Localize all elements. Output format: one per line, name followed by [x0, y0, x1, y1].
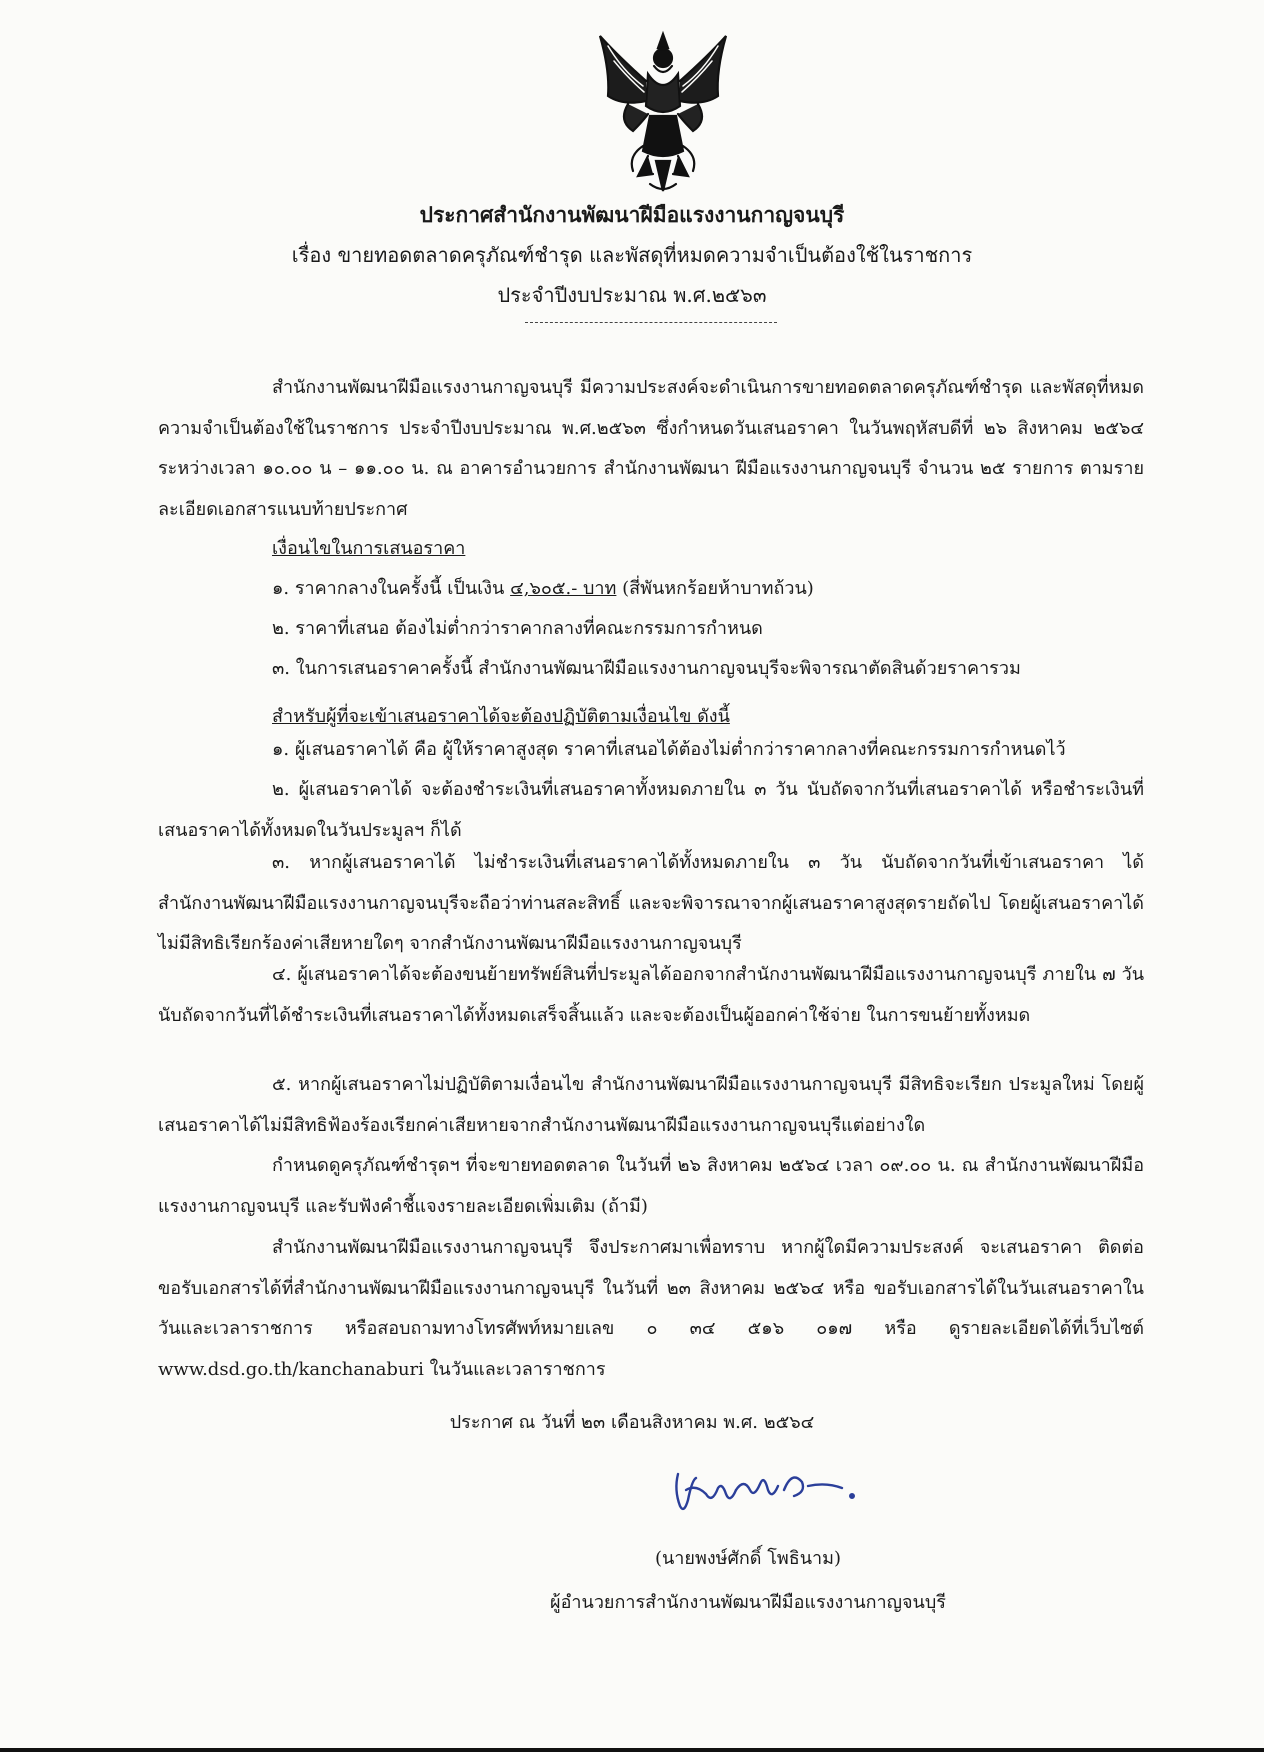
conditions-heading: เงื่อนไขในการเสนอราคา	[272, 538, 466, 559]
condition-item-2: ๒. ราคาที่เสนอ ต้องไม่ต่ำกว่าราคากลางที่คณะกรรมการกำหนด	[272, 618, 763, 639]
bidder-rules-heading: สำหรับผู้ที่จะเข้าเสนอราคาได้จะต้องปฏิบัติตามเงื่อนไข ดังนี้	[272, 706, 730, 727]
header-divider	[525, 322, 777, 323]
bidder-rule-2: ๒. ผู้เสนอราคาได้ จะต้องชำระเงินที่เสนอราคาทั้งหมดภายใน ๓ วัน นับถัดจากวันที่เสนอราคาได้ หรือชำระเงินที่เสนอราคาได้ทั้งหมดในวันประมูลฯ ก็ได้	[158, 779, 1144, 841]
announcement-title: ประกาศสำนักงานพัฒนาฝีมือแรงงานกาญจนบุรี	[419, 202, 845, 227]
intro-text: สำนักงานพัฒนาฝีมือแรงงานกาญจนบุรี มีความประสงค์จะดำเนินการขายทอดตลาดครุภัณฑ์ชำรุด และพัสดุที่หมดความจำเป็นต้องใช้ในราชการ ประจำปีงบประมาณ พ.ศ.๒๕๖๓ ซึ่งกำหนดวันเสนอราคา ในวันพฤหัสบดีที่ ๒๖ สิงหาคม ๒๕๖๔ ระหว่างเวลา ๑๐.๐๐ น – ๑๑.๐๐ น. ณ อาคารอำนวยการ สำนักงานพัฒนา ฝีมือแรงงานกาญจนบุรี จำนวน ๒๕ รายการ ตามรายละเอียดเอกสารแนบท้ายประกาศ	[158, 377, 1144, 520]
garuda-emblem-icon	[588, 26, 738, 196]
scan-bottom-edge	[0, 1748, 1264, 1752]
bidder-rule-3: ๓. หากผู้เสนอราคาได้ ไม่ชำระเงินที่เสนอราคาได้ทั้งหมดภายใน ๓ วัน นับถัดจากวันที่เข้าเสนอราคา ได้ สำนักงานพัฒนาฝีมือแรงงานกาญจนบุรีจะถือว่าท่านสละสิทธิ์ และจะพิจารณาจากผู้เสนอราคาสูงสุดรายถัดไป โดยผู้เสนอราคาได้ไม่มีสิทธิเรียกร้องค่าเสียหายใดๆ จากสำนักงานพัฒนาฝีมือแรงงานกาญจนบุรี	[158, 852, 1144, 954]
condition-item-1: ๑. ราคากลางในครั้งนี้ เป็นเงิน ๔,๖๐๕.- บาท (สี่พันหกร้อยห้าบาทถ้วน)	[272, 578, 814, 599]
reference-price: ๔,๖๐๕.- บาท	[510, 578, 617, 599]
bidder-rule-4: ๔. ผู้เสนอราคาได้จะต้องขนย้ายทรัพย์สินที่ประมูลได้ออกจากสำนักงานพัฒนาฝีมือแรงงานกาญจนบุรี ภายใน ๗ วัน นับถัดจากวันที่ได้ชำระเงินที่เสนอราคาได้ทั้งหมดเสร็จสิ้นแล้ว และจะต้องเป็นผู้ออกค่าใช้จ่าย ในการขนย้ายทั้งหมด	[158, 964, 1144, 1026]
signer-name: (นายพงษ์ศักดิ์ โพธินาม)	[654, 1548, 842, 1569]
contact-paragraph: สำนักงานพัฒนาฝีมือแรงงานกาญจนบุรี จึงประกาศมาเพื่อทราบ หากผู้ใดมีความประสงค์ จะเสนอราคา ติดต่อขอรับเอกสารได้ที่สำนักงานพัฒนาฝีมือแรงงานกาญจนบุรี ในวันที่ ๒๓ สิงหาคม ๒๕๖๔ หรือ ขอรับเอกสารได้ในวันเสนอราคาในวันและเวลาราชการ หรือสอบถามทางโทรศัพท์หมายเลข ๐ ๓๔ ๕๑๖ ๐๑๗ หรือ ดูรายละเอียดได้ที่เว็บไซต์ www.dsd.go.th/kanchanaburi ในวันและเวลาราชการ	[158, 1237, 1144, 1380]
announce-date: ประกาศ ณ วันที่ ๒๓ เดือนสิงหาคม พ.ศ. ๒๕๖๔	[449, 1412, 815, 1433]
bidder-rule-1: ๑. ผู้เสนอราคาได้ คือ ผู้ให้ราคาสูงสุด ราคาที่เสนอได้ต้องไม่ต่ำกว่าราคากลางที่คณะกรรมการกำหนดไว้	[272, 739, 1066, 760]
intro-paragraph	[158, 368, 1144, 530]
announcement-subject: เรื่อง ขายทอดตลาดครุภัณฑ์ชำรุด และพัสดุที่หมดความจำเป็นต้องใช้ในราชการ	[291, 243, 973, 267]
condition-item-3: ๓. ในการเสนอราคาครั้งนี้ สำนักงานพัฒนาฝีมือแรงงานกาญจนบุรีจะพิจารณาตัดสินด้วยราคารวม	[272, 658, 1021, 679]
fiscal-year-line: ประจำปีงบประมาณ พ.ศ.๒๕๖๓	[497, 283, 767, 307]
inspection-paragraph: กำหนดดูครุภัณฑ์ชำรุดฯ ที่จะขายทอดตลาด ในวันที่ ๒๖ สิงหาคม ๒๕๖๔ เวลา ๐๙.๐๐ น. ณ สำนักงานพัฒนาฝีมือแรงงานกาญจนบุรี และรับฟังคำชี้แจงรายละเอียดเพิ่มเติม (ถ้ามี)	[158, 1155, 1144, 1217]
signature-mark	[666, 1460, 866, 1520]
bidder-rule-5: ๕. หากผู้เสนอราคาไม่ปฏิบัติตามเงื่อนไข สำนักงานพัฒนาฝีมือแรงงานกาญจนบุรี มีสิทธิจะเรียก ประมูลใหม่ โดยผู้เสนอราคาได้ไม่มีสิทธิฟ้องร้องเรียกค่าเสียหายจากสำนักงานพัฒนาฝีมือแรงงานกาญจนบุรีแต่อย่างใด	[158, 1074, 1144, 1136]
signer-position: ผู้อำนวยการสำนักงานพัฒนาฝีมือแรงงานกาญจนบุรี	[550, 1592, 946, 1613]
